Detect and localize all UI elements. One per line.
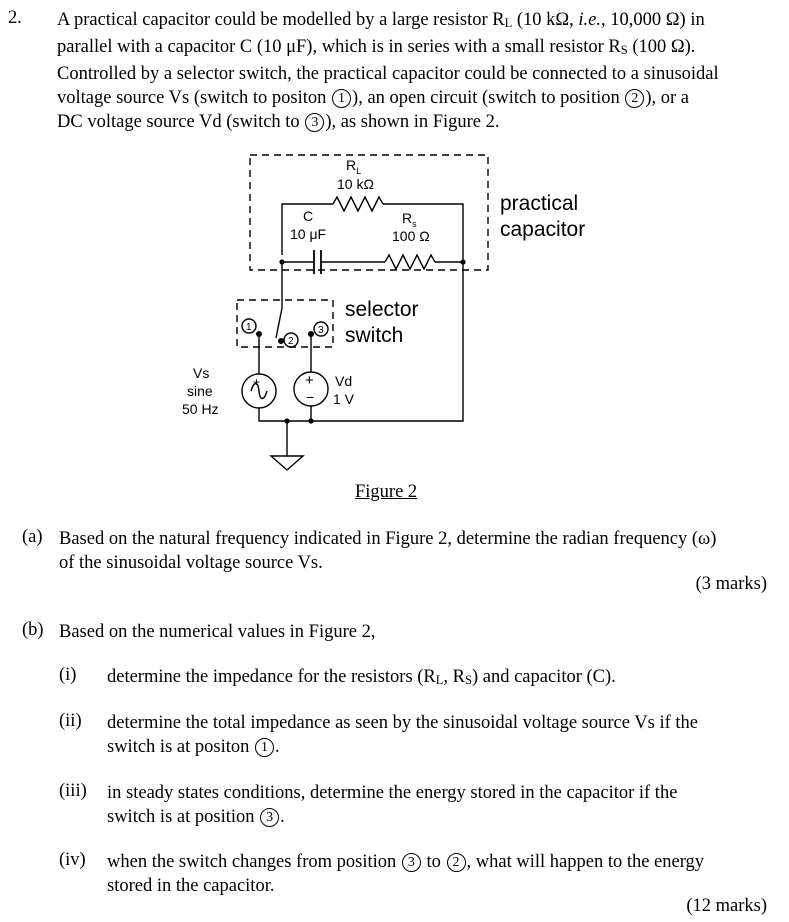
circled-number: 1 xyxy=(255,738,274,757)
part-b-ii-label: (ii) xyxy=(59,711,82,731)
vd-plus-sign: + xyxy=(305,372,314,389)
part-b-iv-line-1 xyxy=(107,850,772,874)
figure-caption: Figure 2 xyxy=(355,482,418,502)
node-dot xyxy=(284,418,289,423)
c-value: 10 μF xyxy=(290,226,327,242)
part-b-i-text xyxy=(107,665,616,692)
vd-label: Vd xyxy=(335,373,353,389)
intro-italic: i.e. xyxy=(578,10,602,30)
node-dot xyxy=(460,259,465,264)
rs-value: 100 Ω xyxy=(392,228,430,244)
part-b-iii-label: (iii) xyxy=(59,781,87,801)
intro-text: ), as shown in Figure 2. xyxy=(325,112,500,132)
subscript: L xyxy=(435,673,444,687)
switch-blade xyxy=(276,308,282,338)
selector-label-line-1: selector xyxy=(345,298,419,321)
resistor-rs xyxy=(385,255,435,269)
part-b-ii-text xyxy=(107,711,767,759)
part-b-iii-text xyxy=(107,781,767,829)
part-b-ii-text: switch is at positon xyxy=(107,737,254,757)
vs-type: sine xyxy=(187,383,213,399)
circled-number: 2 xyxy=(447,853,466,872)
rl-label: $R_L$ xyxy=(346,157,362,176)
question-number: 2. xyxy=(8,8,22,28)
switch-number-1: 1 xyxy=(246,322,252,333)
part-a-label: (a) xyxy=(22,527,43,547)
intro-text: ), or a xyxy=(645,88,690,108)
practical-label-line-1: practical xyxy=(500,192,579,215)
part-b-i-text-a: determine the impedance for the resistors (R xyxy=(107,667,436,687)
intro-text: (100 Ω). xyxy=(627,37,696,57)
vs-bottom-wire xyxy=(259,408,287,421)
circled-number: 3 xyxy=(260,808,279,827)
switch-number-3: 3 xyxy=(318,325,324,336)
part-b-ii-line-2 xyxy=(107,735,767,759)
circled-number: 3 xyxy=(305,113,324,132)
intro-text: , 10,000 Ω) in xyxy=(601,10,705,30)
part-b-i-text-c: ) and capacitor (C). xyxy=(471,667,616,687)
intro-text: parallel with a capacitor C (10 μF), which is in series with a small resistor R xyxy=(57,37,621,57)
part-b-intro: Based on the numerical values in Figure 2, xyxy=(59,622,376,642)
circled-number: 2 xyxy=(625,89,644,108)
subscript: L xyxy=(504,16,513,30)
part-b-iii-text: switch is at position xyxy=(107,807,260,827)
c-label: C xyxy=(303,208,314,224)
part-a-text xyxy=(59,527,716,575)
part-b-label: (b) xyxy=(22,620,44,640)
part-a-marks: (3 marks) xyxy=(695,574,767,594)
intro-line-3: Controlled by a selector switch, the practical capacitor could be connected to a sinusoidal xyxy=(57,64,719,84)
intro-text: A practical capacitor could be modelled by a large resistor R xyxy=(57,10,505,30)
part-b-i-text-b: , R xyxy=(443,667,466,687)
subscript: S xyxy=(465,673,472,687)
part-a-line-2: of the sinusoidal voltage source Vs. xyxy=(59,553,323,573)
switch-contact-2 xyxy=(279,339,284,344)
part-b-iii-line-2 xyxy=(107,805,767,829)
node-dot xyxy=(308,418,313,423)
part-b-ii-text: . xyxy=(274,737,280,757)
part-b-iv-text: when the switch changes from position xyxy=(107,852,401,872)
part-b-iv-label: (iv) xyxy=(59,850,86,870)
ground-symbol xyxy=(271,456,303,470)
part-b-iv-text xyxy=(107,850,772,898)
part-b-i-label: (i) xyxy=(59,665,77,685)
rs-label: $R_s$ xyxy=(402,210,417,229)
part-b-ii-line-1: determine the total impedance as seen by the sinusoidal voltage source Vs if the xyxy=(107,713,698,733)
vs-label: Vs xyxy=(193,365,210,381)
vs-plus-sign: + xyxy=(253,375,261,389)
part-b-iv-text: , what will happen to the energy xyxy=(466,852,705,872)
intro-text: (10 kΩ, xyxy=(512,10,579,30)
part-b-marks: (12 marks) xyxy=(686,896,767,916)
node-dot xyxy=(279,259,284,264)
intro-text: DC voltage source Vd (switch to xyxy=(57,112,305,132)
resistor-rl xyxy=(333,197,383,211)
part-b-iii-text: . xyxy=(280,807,285,827)
circled-number: 3 xyxy=(402,853,421,872)
intro-text: ), an open circuit (switch to position xyxy=(352,88,625,108)
selector-label-line-2: switch xyxy=(345,324,404,347)
rl-value: 10 kΩ xyxy=(337,176,374,192)
practical-capacitor-box xyxy=(250,155,488,270)
circled-number: 1 xyxy=(332,89,351,108)
vs-frequency: 50 Hz xyxy=(182,401,219,417)
switch-number-2: 2 xyxy=(288,336,294,347)
vd-minus-sign: − xyxy=(306,389,315,405)
vd-value: 1 V xyxy=(333,391,355,407)
subscript: S xyxy=(620,43,628,57)
part-b-iv-text: to xyxy=(421,852,446,872)
part-b-iii-line-1: in steady states conditions, determine the energy stored in the capacitor if the xyxy=(107,783,678,803)
practical-label-line-2: capacitor xyxy=(500,218,586,241)
part-b-iv-line-2: stored in the capacitor. xyxy=(107,876,275,896)
intro-text: voltage source Vs (switch to positon xyxy=(57,88,332,108)
part-a-line-1: Based on the natural frequency indicated in Figure 2, determine the radian frequency (ω) xyxy=(59,529,717,549)
